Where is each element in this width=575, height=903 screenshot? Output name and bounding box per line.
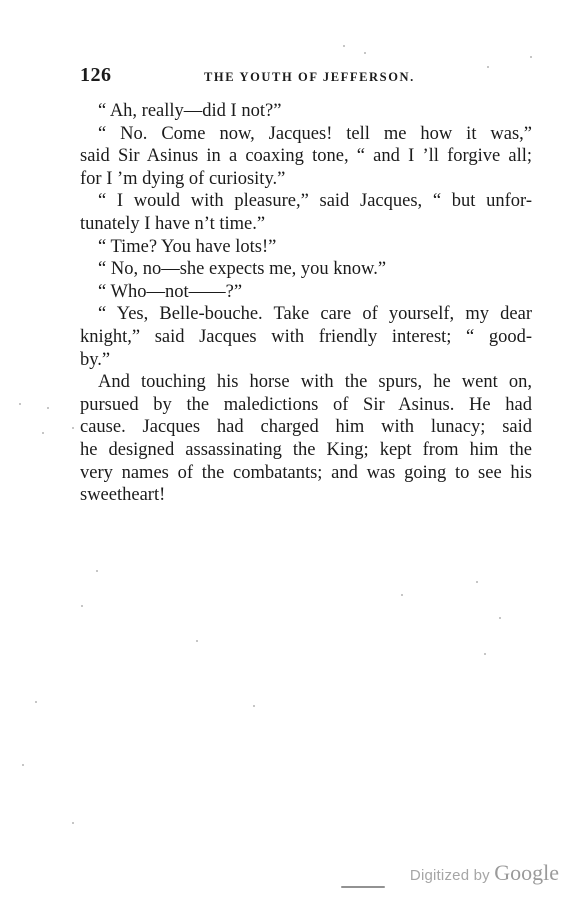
text-line: “ No, no—she expects me, you know.” [98, 259, 387, 280]
paper-speck [196, 640, 198, 642]
paper-speck [401, 594, 403, 596]
running-title: THE YOUTH OF JEFFERSON. [204, 70, 415, 84]
text-line: “ Yes, Belle-bouche. Take care of yourself, my dear [98, 304, 532, 325]
paper-speck [530, 56, 532, 58]
text-line: very names of the combatants; and was going to see his [80, 462, 532, 483]
text-line: “ I would with pleasure,” said Jacques, “ but unfor- [98, 191, 532, 212]
bottom-ink-mark [341, 886, 385, 888]
paper-speck [96, 570, 98, 572]
text-line: for I ’m dying of curiosity.” [80, 168, 286, 189]
text-line: “ Ah, really—did I not?” [98, 101, 282, 121]
body-text [80, 100, 532, 507]
text-line: “ Time? You have lots!” [98, 236, 277, 257]
paper-speck [47, 407, 49, 409]
text-line: by.” [80, 349, 111, 370]
page-number: 126 [80, 64, 112, 86]
text-line: said Sir Asinus in a coaxing tone, “ and I ’ll forgive all; [80, 146, 532, 167]
paper-speck [72, 822, 74, 824]
paper-speck [42, 432, 44, 434]
text-line: tunately I have n’t time.” [80, 213, 266, 234]
digitized-watermark [410, 860, 559, 886]
text-line: knight,” said Jacques with friendly interest; “ good- [80, 326, 532, 347]
page-header [80, 64, 540, 90]
text-line: And touching his horse with the spurs, he went on, [98, 372, 532, 393]
paper-speck [253, 705, 255, 707]
paper-speck [81, 605, 83, 607]
paper-speck [19, 403, 21, 405]
paper-speck [476, 581, 478, 583]
text-line: he designed assassinating the King; kept from him the [80, 439, 532, 460]
paper-speck [364, 52, 366, 54]
watermark-prefix: Digitized by [409, 867, 490, 884]
text-line: “ Who—not——?” [98, 281, 243, 302]
watermark-brand: Google [494, 860, 559, 885]
paper-speck [499, 617, 501, 619]
text-line: pursued by the maledictions of Sir Asinus. He had [80, 394, 532, 415]
paper-speck [484, 653, 486, 655]
paper-speck [343, 45, 345, 47]
paper-speck [22, 764, 24, 766]
text-line: “ No. Come now, Jacques! tell me how it was,” [98, 123, 532, 144]
paper-speck [35, 701, 37, 703]
paper-speck [72, 427, 74, 429]
text-line: sweetheart! [80, 485, 166, 506]
text-line: cause. Jacques had charged him with lunacy; said [80, 417, 532, 438]
